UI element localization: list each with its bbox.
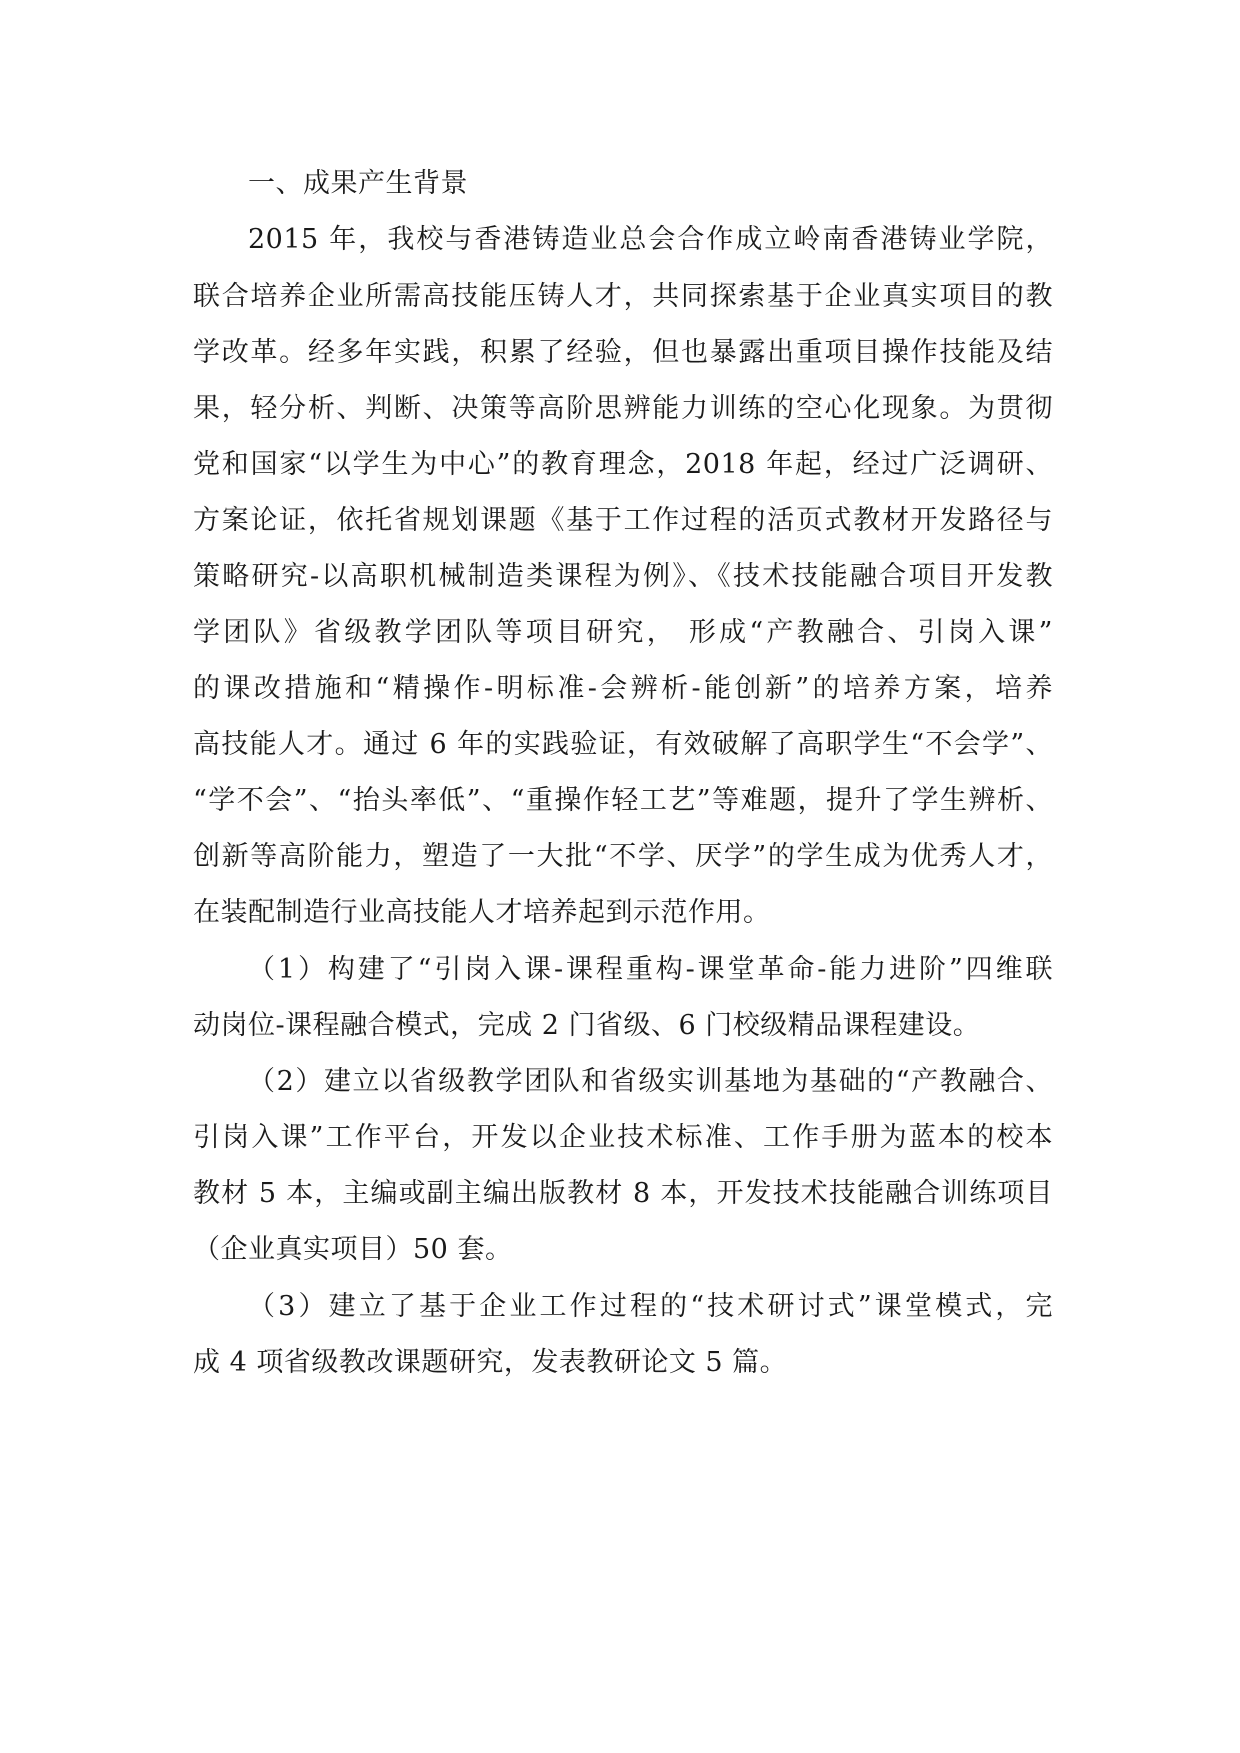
paragraph-1-line-7: 策略研究-以高职机械制造类课程为例》、《技术技能融合项目开发教 — [193, 561, 1053, 592]
section-heading: 一、成果产生背景 — [248, 168, 468, 199]
paragraph-1-line-9: 的课改措施和“精操作-明标准-会辨析-能创新”的培养方案，培养 — [193, 673, 1053, 704]
paragraph-1-line-5: 党和国家“以学生为中心”的教育理念，2018 年起，经过广泛调研、 — [193, 449, 1053, 480]
paragraph-2-line-2: 动岗位-课程融合模式，完成 2 门省级、6 门校级精品课程建设。 — [193, 1010, 981, 1041]
paragraph-3-line-4: （企业真实项目）50 套。 — [193, 1234, 513, 1265]
paragraph-4-line-1: （3）建立了基于企业工作过程的“技术研讨式”课堂模式，完 — [248, 1291, 1053, 1322]
paragraph-4-line-2: 成 4 项省级教改课题研究，发表教研论文 5 篇。 — [193, 1347, 788, 1378]
paragraph-1-line-8: 学团队》省级教学团队等项目研究， 形成“产教融合、引岗入课” — [193, 617, 1053, 648]
paragraph-3-line-3: 教材 5 本，主编或副主编出版教材 8 本，开发技术技能融合训练项目 — [193, 1178, 1053, 1209]
paragraph-1-line-2: 联合培养企业所需高技能压铸人才，共同探索基于企业真实项目的教 — [193, 281, 1053, 312]
paragraph-1-line-1: 2015 年，我校与香港铸造业总会合作成立岭南香港铸业学院， — [248, 224, 1053, 255]
paragraph-1-line-11: “学不会”、“抬头率低”、“重操作轻工艺”等难题，提升了学生辨析、 — [193, 785, 1053, 816]
paragraph-3-line-1: （2）建立以省级教学团队和省级实训基地为基础的“产教融合、 — [248, 1066, 1053, 1097]
paragraph-1-line-10: 高技能人才。通过 6 年的实践验证，有效破解了高职学生“不会学”、 — [193, 729, 1053, 760]
paragraph-3-line-2: 引岗入课”工作平台，开发以企业技术标准、工作手册为蓝本的校本 — [193, 1122, 1053, 1153]
paragraph-1-line-13: 在装配制造行业高技能人才培养起到示范作用。 — [193, 897, 771, 928]
paragraph-1-line-6: 方案论证，依托省规划课题《基于工作过程的活页式教材开发路径与 — [193, 505, 1053, 536]
paragraph-1-line-4: 果，轻分析、判断、决策等高阶思辨能力训练的空心化现象。为贯彻 — [193, 393, 1053, 424]
paragraph-1-line-3: 学改革。经多年实践，积累了经验，但也暴露出重项目操作技能及结 — [193, 337, 1053, 368]
paragraph-1-line-12: 创新等高阶能力，塑造了一大批“不学、厌学”的学生成为优秀人才， — [193, 841, 1053, 872]
paragraph-2-line-1: （1）构建了“引岗入课-课程重构-课堂革命-能力进阶”四维联 — [248, 954, 1053, 985]
